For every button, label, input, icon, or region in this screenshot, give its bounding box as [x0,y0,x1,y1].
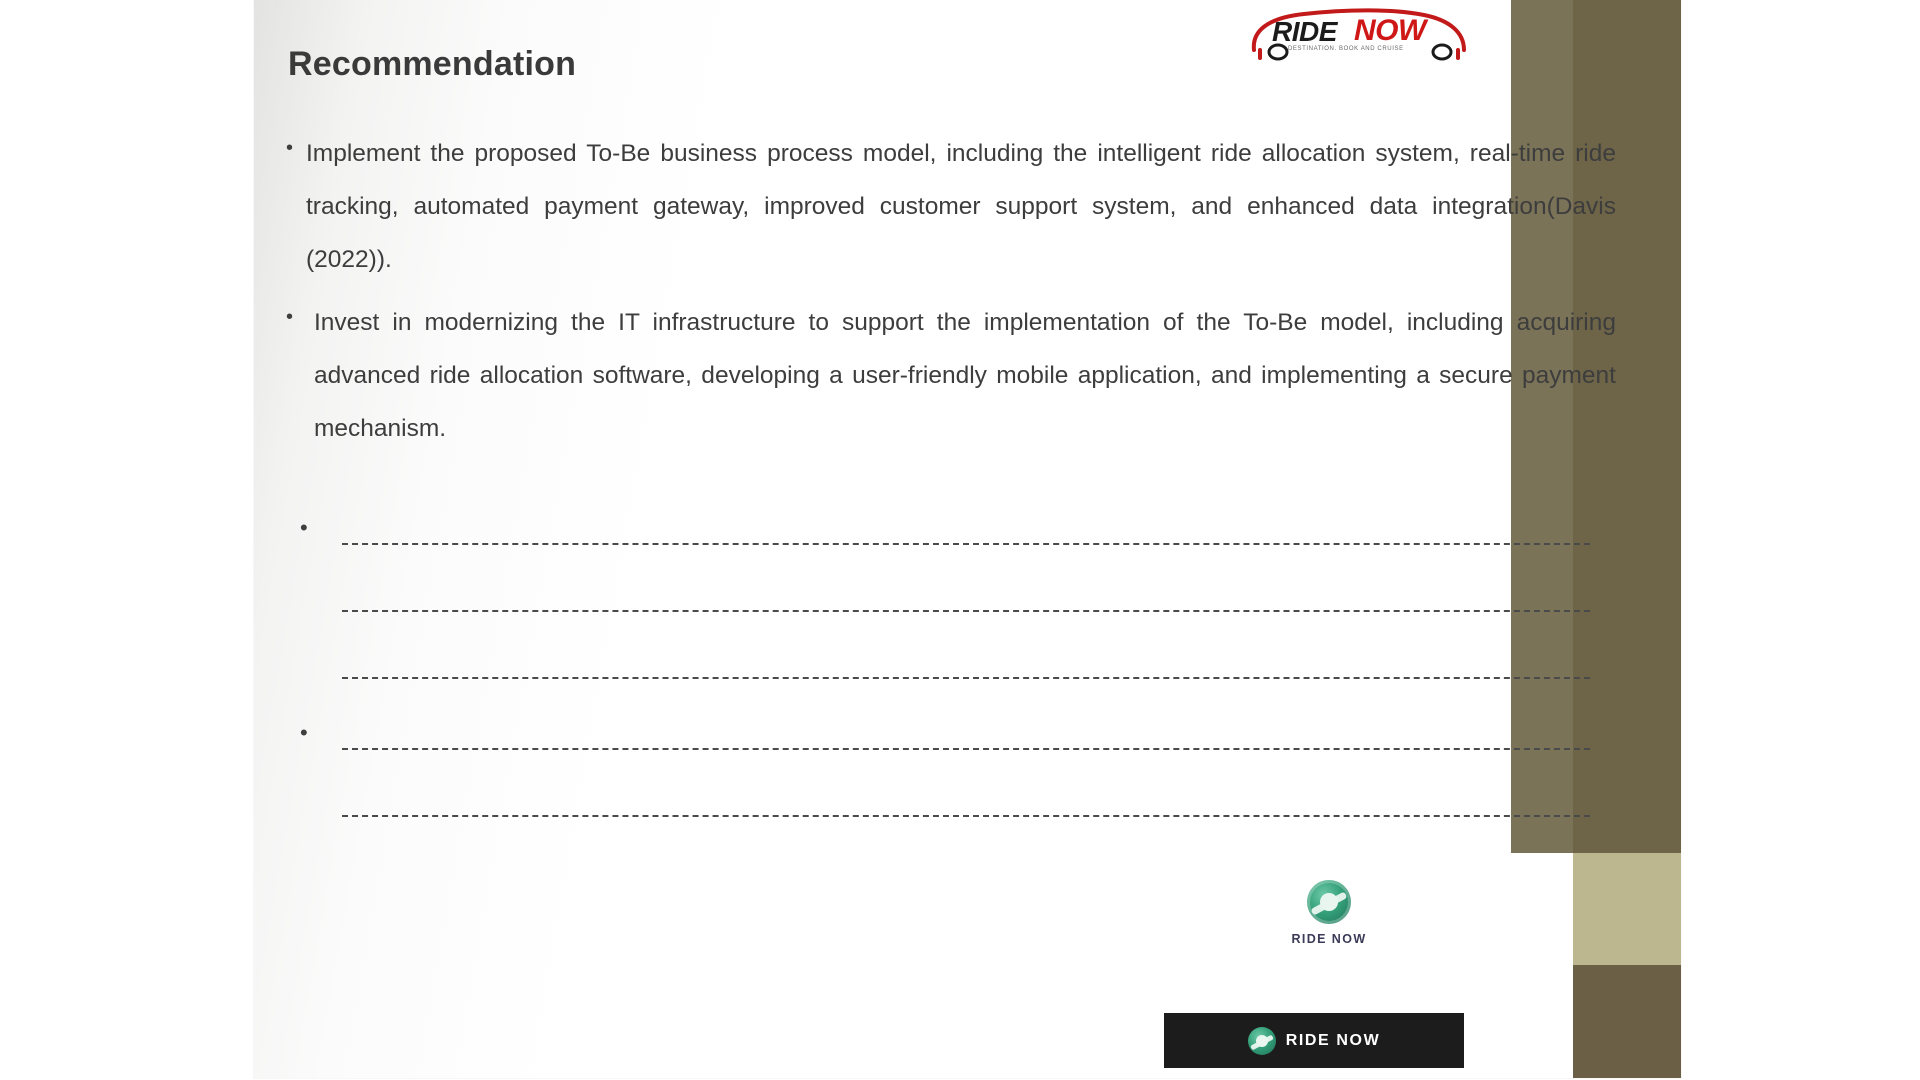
logo-text-ride: RIDE [1272,16,1337,47]
ride-now-logo-label: RIDE NOW [1291,932,1367,946]
blank-bullet-group [280,515,1620,715]
bullet-list [280,128,1620,465]
right-decorative-bar-tan [1573,853,1681,965]
footer-logo-bar [1164,1013,1464,1068]
footer-logo-label: RIDE NOW [1285,1031,1381,1049]
bullet-marker: • [286,137,294,159]
bullet-marker: • [300,515,308,540]
blank-bullet-group [280,720,1620,855]
bullet-marker: • [300,720,308,745]
list-item [280,128,1620,287]
bullet-text: Invest in modernizing the IT infrastructure to support the implementation of the To-Be model, including acquiring advanced ride allocation software, developing a user-friendly mobile application, and implementing a secure payment mechanism. [314,308,1616,442]
blank-line [342,677,1590,679]
ride-now-disc-icon [1248,1027,1276,1055]
blank-line [342,543,1590,545]
bullet-text: Implement the proposed To-Be business process model, including the intelligent ride allocation system, real-time ride tracking, automated payment gateway, improved customer support system, and enhanced data integration(Davis (2022)). [306,140,1616,273]
list-item [280,297,1620,456]
presentation-slide [254,0,1681,1078]
ride-now-circle-logo [1264,880,1394,946]
blank-line [342,610,1590,612]
ride-now-disc-icon [1307,880,1351,924]
right-decorative-bar-brown [1573,965,1681,1078]
ridenow-logo [1244,6,1474,64]
blank-line [342,748,1590,750]
bullet-marker: • [286,305,294,328]
logo-text-now: NOW [1354,14,1426,47]
logo-tagline: DESTINATION. BOOK AND CRUISE [1288,46,1404,52]
page-title: Recommendation [288,45,577,83]
blank-line [342,815,1590,817]
